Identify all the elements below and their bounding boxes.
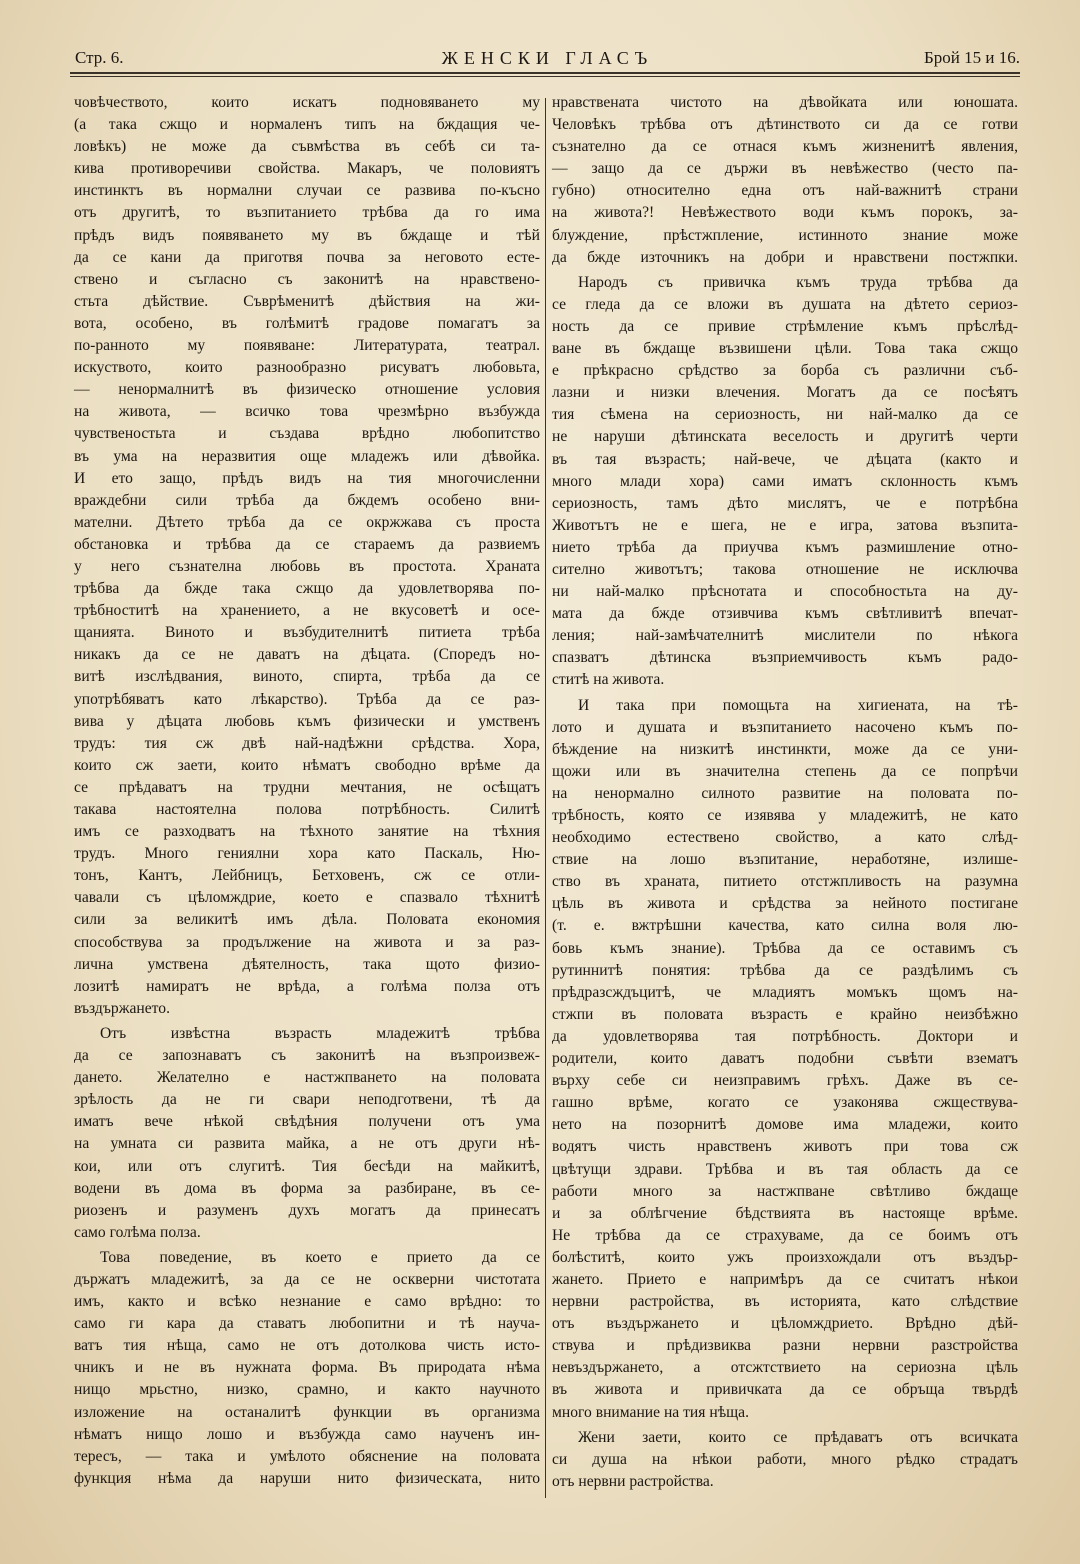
text-line: чникъ и не въ нужната форма. Въ природата нѣма [74, 1359, 540, 1377]
page-number: Стр. 6. [75, 48, 124, 67]
text-line: трудъ: тия сж двѣ най-надѣжни срѣдства. Хора, [74, 734, 540, 752]
text-line: щожи или въ значителна степень да се попрѣчи [552, 762, 1018, 780]
text-line: е прѣкрасно срѣдство за борба съ различни съб- [552, 362, 1018, 380]
text-line: Животътъ не е шега, не е игра, затова възпита- [552, 516, 1018, 534]
text-line: ствува и прѣдизвиква разни нервни разстройства [552, 1337, 1018, 1355]
text-line: необходимо естествено свойство, а като слѣд- [552, 829, 1018, 847]
text-line: ления; най-замѣчателнитѣ мислители по нѣкога [552, 627, 1018, 645]
text-line: ватъ тия нѣща, само не отъ дотолкова чисть исто- [74, 1337, 540, 1355]
text-line: вива у дѣцата любовь къмъ физически и умственъ [74, 712, 540, 730]
text-line: бовь къмъ знание). Трѣбва да се оставимъ съ [552, 939, 1018, 957]
newspaper-title: ЖЕНСКИ ГЛАСЪ [441, 48, 654, 68]
text-line: зрѣлость да не ги свари неподготвени, тѣ да [74, 1091, 540, 1109]
left-column [74, 92, 540, 1493]
text-line: Това поведение, въ което е прието да се [100, 1248, 540, 1266]
text-line: тересъ, — така и умѣлото обяснение на половата [74, 1447, 540, 1465]
text-line: да се запознаватъ съ законитѣ на възпроизвеж- [74, 1047, 540, 1065]
issue-number: Брой 15 и 16. [924, 48, 1020, 67]
text-line: тонъ, Кантъ, Лейбницъ, Бетховенъ, сж се отли- [74, 867, 540, 885]
text-line: — ненормалнитѣ въ физическо отношение условия [74, 381, 540, 399]
text-line: си душа на нѣкои работи, много рѣдко страдатъ [552, 1450, 1018, 1468]
text-line: стьта дѣйствие. Съврѣменитѣ дѣйствия на жи- [74, 292, 540, 310]
text-line: родители, които даватъ подобни съвѣти взематъ [552, 1050, 1018, 1068]
text-line: дането. Желателно е настжпването на половата [74, 1069, 540, 1087]
text-line: спазватъ дѣтинска възприемчивость къмъ радо- [552, 649, 1018, 667]
text-line: нравствената чистото на дѣвойката или юношата. [552, 94, 1018, 111]
text-line: сериозность, тамъ дѣто мислятъ, че е потрѣбна [552, 494, 1018, 512]
text-line: кива противоречиви свойства. Макаръ, че половиятъ [74, 160, 540, 178]
text-line: искуството, които разнообразно рисуватъ любовьта, [74, 359, 540, 377]
text-line: лото и душата и възпитанието насочено къмъ по- [552, 718, 1018, 736]
text-line: сително животътъ; такова отношение не исключва [552, 560, 1018, 578]
text-line: по-ранното му появяване: Литературата, театрал. [74, 337, 540, 355]
text-line: ствено и съгласно съ законитѣ на нравствено- [74, 270, 540, 288]
text-line: имъ се разходватъ на тѣхното занятие на тѣхния [74, 823, 540, 841]
text-line: нието трѣба да приучва къмъ размишление отно- [552, 538, 1018, 556]
text-line: само голѣма полза. [74, 1223, 201, 1241]
text-line: сили за великитѣ имъ дѣла. Половата економия [74, 911, 540, 929]
text-line: водени въ дома въ форма за разбиране, въ се- [74, 1179, 540, 1197]
article-paragraph [74, 92, 540, 1020]
text-line: на ненормално силното развитие на половата по- [552, 784, 1018, 802]
text-line: Отъ извѣстна възрасть младежитѣ трѣбва [100, 1024, 540, 1042]
column-divider [545, 98, 546, 1498]
article-paragraph [552, 92, 1018, 269]
text-line: много млади хора) сами иматъ склонность къмъ [552, 472, 1018, 490]
text-line: водятъ чисть нравственъ животъ при това сж [552, 1138, 1018, 1156]
article-paragraph [552, 1427, 1018, 1493]
text-line: обстановка и трѣбва да се стараемъ да развиемъ [74, 535, 540, 553]
text-line: имъ, както и всѣко незнание е само врѣдно: то [74, 1293, 540, 1311]
text-line: мата да бжде отзивчива къмъ свѣтливитѣ впечат- [552, 605, 1018, 623]
text-line: рутиннитѣ понятия: трѣбва да се раздѣлимъ съ [552, 961, 1018, 979]
article-paragraph [552, 272, 1018, 692]
text-line: отъ другитѣ, то възпитанието трѣбва да го има [74, 204, 540, 222]
text-line: лична умствена дѣятелность, така щото физио- [74, 955, 540, 973]
text-line: прѣдъ видъ появяването му въ бждаще и тѣй [74, 226, 540, 244]
text-line: нервни растройства, въ историята, като слѣдствие [552, 1293, 1018, 1311]
text-line: способствува за продължение на живота и за раз- [74, 933, 540, 951]
text-line: кои, или отъ слугитѣ. Тия бесѣди на майкитѣ, [74, 1157, 540, 1175]
text-line: работи много за настжпване свѣтливо бждаще [552, 1182, 1018, 1200]
text-line: — защо да се държи въ невѣжество (често па- [552, 160, 1018, 178]
text-line: болѣститѣ, които ужъ произхождали отъ въздър- [552, 1248, 1018, 1266]
text-line: лозитѣ намиратъ не врѣда, а голѣма полза отъ [74, 977, 540, 995]
text-line: се прѣдаватъ на трудни мечтания, не осѣщатъ [74, 778, 540, 796]
text-line: въздържането. [74, 999, 170, 1017]
text-line: да удовлетворява тая потрѣбность. Доктори и [552, 1027, 1018, 1045]
text-line: прѣдразсждъцитѣ, че младиятъ момъкъ щомъ на- [552, 983, 1018, 1001]
text-line: държатъ младежитѣ, за да се не оскверни чистотата [74, 1270, 540, 1288]
text-line: нѣматъ нищо лошо и възбужда само наученъ ин- [74, 1425, 540, 1443]
text-line: много внимание на тия нѣща. [552, 1403, 749, 1421]
text-line: у него съзнателна любовь въ простота. Храната [74, 557, 540, 575]
text-line: трѣбность, която се изявява у младежитѣ, не като [552, 807, 1018, 824]
text-line: ститѣ на живота. [552, 671, 665, 689]
text-line: трудъ. Много гениялни хора като Паскаль, Ню- [74, 845, 540, 863]
text-line: Человѣкъ трѣбва отъ дѣтинството си да се готви [552, 116, 1018, 134]
text-line: ствие на лошо възпитание, неработяне, излише- [552, 851, 1018, 869]
text-line: да бжде източникъ на добри и нравствени постжпки. [552, 248, 1018, 266]
text-line: иматъ вече нѣкой свѣдѣния получени отъ ума [74, 1113, 540, 1131]
text-line: човѣчеството, които искатъ подновяването му [74, 94, 540, 111]
text-line: върху себе си неизправимъ грѣхъ. Даже въ се- [552, 1072, 1018, 1090]
text-line: въ ума на неразвития още младежъ или дѣвойка. [74, 447, 540, 465]
text-line: никакъ да се не даватъ на дѣцата. (Споредъ но- [74, 646, 540, 664]
text-line: трѣбноститѣ на хранението, а не вкусоветѣ и осе- [74, 602, 540, 620]
text-line: съзнателно да се отнася къмъ жизненитѣ явления, [552, 138, 1018, 156]
text-line: тия сѣмена на сериозность, ни най-малко да се [552, 406, 1018, 424]
text-line: да се кани да приготвя почва за неговото есте- [74, 248, 540, 266]
page-header [75, 44, 1020, 74]
text-line: (т. е. вжтрѣшни качества, като силна воля лю- [552, 917, 1018, 935]
text-line: лазни и низки влечения. Могатъ да се посѣятъ [552, 384, 1018, 402]
text-line: бѣждение на низкитѣ инстинкти, може да се уни- [552, 740, 1018, 758]
text-line: които сж заети, които нѣматъ свободно врѣме да [74, 756, 540, 774]
text-line: И ето защо, прѣдъ видъ на тия многочисленни [74, 469, 540, 487]
text-line: вота, особено, въ голѣмитѣ градове помагатъ за [74, 314, 540, 332]
text-line: чавали съ цѣломждрие, което е спазвало тѣхнитѣ [74, 889, 540, 907]
text-line: жането. Прието е напримѣръ да се считатъ нѣкои [552, 1270, 1018, 1288]
text-line: (а така сжщо и нормаленъ типъ на бждащия че- [74, 116, 540, 134]
text-line: нищо мрьстно, низко, срамно, и както научното [74, 1381, 540, 1399]
text-line: ство въ храната, питието отстжпливость на разумна [552, 873, 1018, 891]
text-line: риозенъ и разуменъ духъ могатъ да принесатъ [74, 1201, 540, 1219]
text-line: щанията. Виното и възбудителнитѣ питиета трѣба [74, 624, 540, 642]
text-line: не наруши дѣтинската веселость и другитѣ черти [552, 428, 1018, 446]
text-line: само ги кара да ставатъ любопитни и тѣ науча- [74, 1315, 540, 1333]
article-paragraph [74, 1247, 540, 1490]
right-column [552, 92, 1018, 1496]
text-line: цѣль въ живота и срѣдства за нейното постигане [552, 895, 1018, 913]
text-line: инстинктъ въ нормални случаи се развива по-късно [74, 182, 540, 200]
text-line: въ живота и привичката да се обръща твърдѣ [552, 1381, 1018, 1399]
header-double-rule [70, 72, 1020, 77]
text-line: ность да се привие стрѣмление къмъ прѣслѣд- [552, 317, 1018, 335]
text-line: цвѣтущи здрави. Трѣбва и въ тая область да се [552, 1160, 1018, 1178]
text-line: такава настоятелна полова потрѣбность. Силитѣ [74, 801, 540, 818]
text-line: невъздържането, а отсжтствието на сериозна цѣль [552, 1359, 1018, 1377]
text-line: трѣбва да бжде така сжщо да удовлетворява по- [74, 580, 540, 598]
text-line: мателни. Дѣтето трѣба да се окржжава съ проста [74, 513, 540, 531]
text-line: нето на позорнитѣ домове има младежи, които [552, 1116, 1018, 1134]
text-line: употрѣбяватъ като лѣкарство). Трѣба да се раз- [74, 690, 540, 708]
text-line: Народъ съ привичка къмъ труда трѣбва да [578, 273, 1018, 291]
text-line: на умната си развита майка, а не отъ други нѣ- [74, 1135, 540, 1153]
text-line: функция нѣма да наруши нито физическата, нито [74, 1469, 540, 1487]
text-line: стжпи въ половата възрасть е крайно неизбѣжно [552, 1005, 1018, 1023]
text-line: на живота?! Невѣжеството води къмъ порокъ, за- [552, 204, 1018, 222]
text-line: губно) относително една отъ най-важнитѣ страни [552, 182, 1018, 200]
text-line: и за облѣгчение бѣдствията въ настояще врѣме. [552, 1204, 1018, 1222]
text-line: се гледа да се вложи въ душата на дѣтето сериоз- [552, 295, 1018, 313]
text-line: Жени заети, които се прѣдаватъ отъ всичката [578, 1428, 1018, 1446]
text-line: изложение на останалитѣ функции въ организма [74, 1403, 540, 1421]
text-line: ване въ бждаще възвишени цѣли. Това така сжщо [552, 340, 1018, 358]
article-paragraph [552, 695, 1018, 1424]
text-line: въ тая възрасть; най-вече, че дѣцата (както и [552, 450, 1018, 468]
article-paragraph [74, 1023, 540, 1244]
text-line: отъ нервни растройства. [552, 1472, 714, 1490]
text-line: враждебни сили трѣба да бждемъ особено вни- [74, 491, 540, 509]
text-line: на живота, — всичко това чрезмѣрно възбужда [74, 403, 540, 421]
text-line: И така при помощьта на хигиената, на тѣ- [578, 696, 1018, 714]
text-line: отъ въздържането и цѣломждрието. Врѣдно дѣй- [552, 1315, 1018, 1333]
text-line: Не трѣбва да се страхуваме, да се боимъ отъ [552, 1226, 1018, 1244]
text-line: чувственостьта и създава врѣдно любопитство [74, 425, 540, 443]
text-line: ловѣкъ) не може да съвмѣства въ себѣ си та- [74, 138, 540, 156]
text-line: гашно врѣме, когато се узаконява сжществува- [552, 1094, 1018, 1112]
text-line: блуждение, прѣстжпление, истинното знание може [552, 226, 1018, 244]
text-line: ни най-малко прѣснотата и способностьта на ду- [552, 583, 1018, 601]
text-line: витѣ изслѣдвания, виното, спирта, трѣба да се [74, 668, 540, 686]
